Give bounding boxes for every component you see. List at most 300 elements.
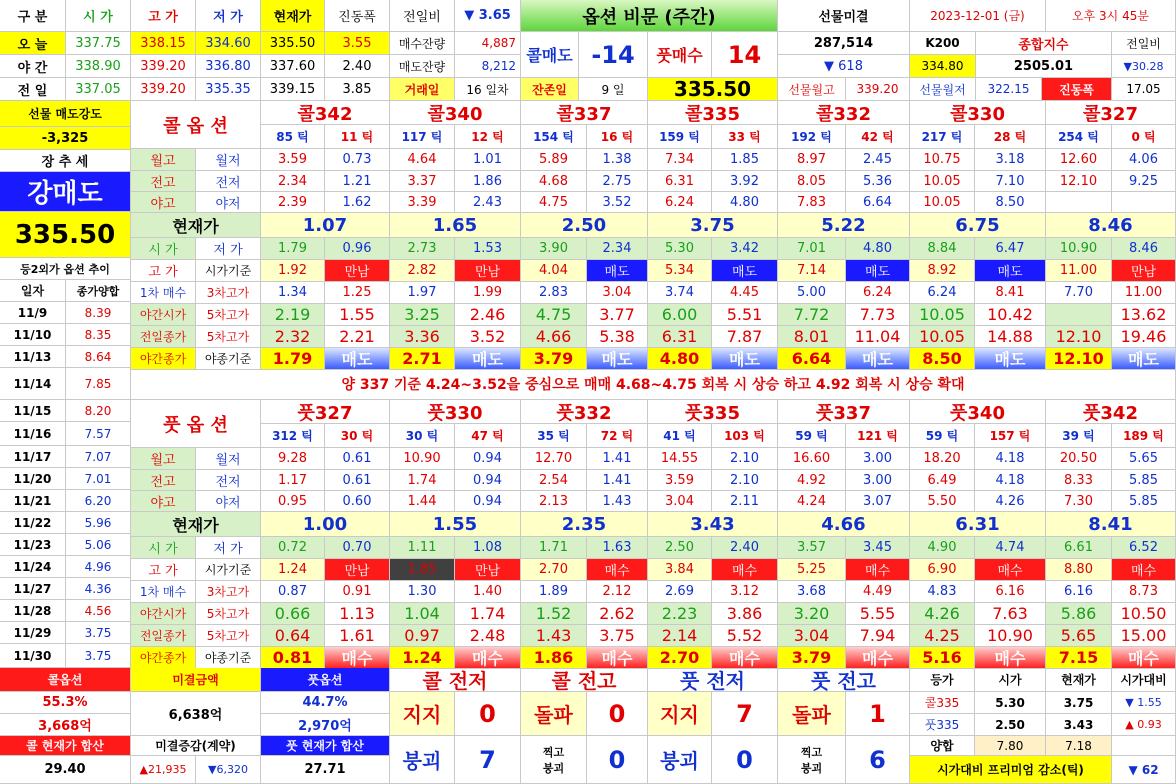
calls-high3[interactable]: 1.99 [455,282,521,304]
date-cell[interactable]: 11/28 [0,600,66,622]
puts-low[interactable]: 1.41 [587,448,648,470]
puts-prev-close[interactable]: 3.04 [778,625,846,647]
puts-label-pclose[interactable]: 전일종가 [131,625,196,647]
put-buy-value[interactable]: 14 [712,32,778,78]
puts-label-high[interactable]: 전고 [131,470,196,491]
calls-high[interactable]: 7.83 [778,192,846,213]
puts-high5[interactable]: 1.74 [455,603,521,625]
calls-buy1[interactable]: 1.34 [261,282,325,304]
fut-range-value[interactable]: 17.05 [1112,78,1176,101]
cmp-r1-diff[interactable]: ▼ 1.55 [1112,692,1176,714]
calls-prev-close2[interactable]: 11.04 [846,326,910,348]
calls-high[interactable]: 2.39 [261,192,325,213]
call-sell-label[interactable]: 콜매도 [521,32,579,78]
puts-high3[interactable]: 3.12 [712,581,778,603]
puts-high5[interactable]: 1.13 [325,603,390,625]
puts-signal1[interactable]: 매수 [975,559,1046,581]
puts-label-nclose[interactable]: 야간종가 [131,647,196,669]
puts-low[interactable]: 0.94 [455,448,521,470]
calls-high[interactable]: 10.05 [910,192,975,213]
level-value[interactable]: 0 [587,692,648,736]
composite-value[interactable]: 2505.01 [976,55,1112,78]
close-sum-cell[interactable]: 8.20 [66,400,131,422]
puts-label-high5b[interactable]: 5차고가 [196,625,261,647]
page-title[interactable]: 옵션 비문 (주간) [521,0,778,32]
buy-remain-label[interactable]: 매수잔량 [390,32,455,55]
cmp-h-cur[interactable]: 현재가 [1046,668,1112,692]
put-pct[interactable]: 44.7% [261,692,390,714]
calls-low[interactable]: 2.75 [587,171,648,192]
puts-label-siga[interactable]: 시 가 [131,537,196,559]
calls-night-siga[interactable]: 6.00 [648,304,712,326]
calls-low[interactable]: 1.38 [587,149,648,171]
level-value[interactable]: 7 [712,692,778,736]
calls-low[interactable]: 0.73 [325,149,390,171]
fut-row-current[interactable]: 337.60 [261,55,325,78]
calls-label-low[interactable]: 월저 [196,149,261,171]
header-date[interactable]: 2023-12-01 (금) [910,0,1046,32]
puts-night-siga[interactable]: 0.66 [261,603,325,625]
puts-low[interactable]: 1.41 [587,470,648,491]
sub-title[interactable]: 등2외가 옵션 추이 [0,258,131,280]
calls-high5[interactable]: 5.51 [712,304,778,326]
puts-goga[interactable]: 8.80 [1046,559,1112,581]
cmp-r2-diff[interactable]: ▲ 0.93 [1112,714,1176,736]
calls-low[interactable]: 7.10 [975,171,1046,192]
calls-label-nsiga[interactable]: 야간시가 [131,304,196,326]
composite-prev-label[interactable]: 전일비 [1112,32,1176,55]
puts-low[interactable]: 1.43 [587,491,648,512]
trend-label[interactable]: 장 추 세 [0,150,131,172]
puts-low[interactable]: 3.07 [846,491,910,512]
calls-signal2[interactable]: 매도 [455,348,521,370]
calls-high3[interactable]: 1.25 [325,282,390,304]
calls-signal1[interactable]: 매도 [712,260,778,282]
fut-month-high-label[interactable]: 선물월고 [778,78,846,101]
puts-high[interactable]: 12.70 [521,448,587,470]
cmp-r2-siga[interactable]: 2.50 [975,714,1046,736]
fut-row-siga[interactable]: 337.05 [66,78,131,101]
cmp-sum-cur[interactable]: 7.18 [1046,736,1112,756]
puts-high3[interactable]: 6.16 [975,581,1046,603]
calls-high[interactable]: 6.24 [648,192,712,213]
puts-low[interactable]: 4.18 [975,470,1046,491]
calls-goga[interactable]: 8.92 [910,260,975,282]
calls-low[interactable]: 3.18 [975,149,1046,171]
puts-siga[interactable]: 2.50 [648,537,712,559]
calls-strike-name[interactable]: 콜335 [648,101,778,125]
puts-prev-close2[interactable]: 15.00 [1112,625,1176,647]
puts-jeoga[interactable]: 3.45 [846,537,910,559]
calls-siga[interactable]: 10.90 [1046,238,1112,260]
header-goga[interactable]: 고 가 [131,0,196,32]
date-cell[interactable]: 11/9 [0,302,66,324]
puts-high[interactable]: 2.54 [521,470,587,491]
puts-low[interactable]: 0.61 [325,470,390,491]
fut-row-label[interactable]: 야 간 [0,55,66,78]
remain-day-value[interactable]: 9 일 [579,78,648,101]
cmp-r1-siga[interactable]: 5.30 [975,692,1046,714]
calls-jeoga[interactable]: 4.80 [846,238,910,260]
fut-month-high-value[interactable]: 339.20 [846,78,910,101]
calls-high5[interactable]: 3.77 [587,304,648,326]
puts-high5[interactable]: 7.63 [975,603,1046,625]
calls-tick1[interactable]: 159 틱 [648,125,712,149]
puts-high[interactable]: 4.24 [778,491,846,512]
puts-siga[interactable]: 0.72 [261,537,325,559]
fut-row-current[interactable]: 339.15 [261,78,325,101]
calls-high3[interactable]: 3.04 [587,282,648,304]
level-header-h2[interactable]: 콜 전고 [521,668,648,692]
cmp-h-siga[interactable]: 시가 [975,668,1046,692]
puts-high[interactable]: 3.04 [648,491,712,512]
buy-remain-value[interactable]: 4,887 [455,32,521,55]
calls-high5[interactable]: 7.73 [846,304,910,326]
call-sum-label[interactable]: 콜 현재가 합산 [0,736,131,756]
calls-label-siga[interactable]: 시 가 [131,238,196,260]
puts-night-close[interactable]: 1.24 [390,647,455,669]
puts-high5[interactable]: 3.86 [712,603,778,625]
puts-signal2[interactable]: 매수 [455,647,521,669]
call-pct[interactable]: 55.3% [0,692,131,714]
puts-prev-close[interactable]: 1.43 [521,625,587,647]
calls-prev-close[interactable]: 3.36 [390,326,455,348]
cmp-sum-empty[interactable] [1112,736,1176,756]
calls-label-low[interactable]: 야저 [196,192,261,213]
calls-low[interactable]: 1.01 [455,149,521,171]
put-sum-label[interactable]: 풋 현재가 합산 [261,736,390,756]
calls-label-low[interactable]: 전저 [196,171,261,192]
collapse-label[interactable]: 붕괴 [390,736,455,784]
calls-buy1[interactable]: 3.74 [648,282,712,304]
puts-goga[interactable]: 3.84 [648,559,712,581]
puts-low[interactable]: 5.85 [1112,470,1176,491]
calls-signal2[interactable]: 매도 [587,348,648,370]
puts-high[interactable]: 4.92 [778,470,846,491]
calls-low[interactable]: 6.64 [846,192,910,213]
strategy-note[interactable]: 양 337 기준 4.24~3.52을 중심으로 매매 4.68~4.75 회복 시 상승 하고 4.92 회복 시 상승 확대 [131,368,1176,400]
puts-high3[interactable]: 8.73 [1112,581,1176,603]
header-gubun[interactable]: 구 분 [0,0,66,32]
calls-strike-name[interactable]: 콜337 [521,101,648,125]
puts-jeoga[interactable]: 4.74 [975,537,1046,559]
calls-high[interactable]: 12.60 [1046,149,1112,171]
call-oi-label[interactable]: 콜옵션 [0,668,131,692]
puts-tick1[interactable]: 30 틱 [390,424,455,448]
calls-signal2[interactable]: 매도 [1112,348,1176,370]
date-cell[interactable]: 11/27 [0,578,66,600]
calls-tick1[interactable]: 117 틱 [390,125,455,149]
calls-goga[interactable]: 11.00 [1046,260,1112,282]
puts-current[interactable]: 8.41 [1046,512,1176,537]
oi-up[interactable]: ▲21,935 [131,756,196,784]
puts-tick1[interactable]: 59 틱 [910,424,975,448]
calls-goga[interactable]: 2.82 [390,260,455,282]
cmp-h-grade[interactable]: 등가 [910,668,975,692]
puts-low[interactable]: 2.10 [712,470,778,491]
date-cell[interactable]: 11/20 [0,468,66,490]
remain-day-label[interactable]: 잔존일 [521,78,579,101]
puts-prev-close[interactable]: 5.65 [1046,625,1112,647]
calls-prev-close2[interactable]: 14.88 [975,326,1046,348]
calls-tick2[interactable]: 0 틱 [1112,125,1176,149]
puts-prev-close[interactable]: 0.97 [390,625,455,647]
puts-signal1[interactable]: 만남 [325,559,390,581]
calls-night-close[interactable]: 4.80 [648,348,712,370]
trade-day-value[interactable]: 16 일차 [455,78,521,101]
level-label[interactable]: 지지 [648,692,712,736]
cmp-r1-name[interactable]: 콜335 [910,692,975,714]
calls-low[interactable]: 4.06 [1112,149,1176,171]
puts-label-nsiga[interactable]: 야간시가 [131,603,196,625]
header-fut-oi[interactable]: 선물미결 [778,0,910,32]
calls-current[interactable]: 1.65 [390,213,521,238]
trade-day-label[interactable]: 거래일 [390,78,455,101]
calls-low[interactable]: 1.86 [455,171,521,192]
call-amount[interactable]: 3,668억 [0,714,131,736]
puts-goga[interactable]: 6.90 [910,559,975,581]
calls-label-pclose[interactable]: 전일종가 [131,326,196,348]
calls-label-high5b[interactable]: 5차고가 [196,326,261,348]
puts-low[interactable]: 3.00 [846,448,910,470]
calls-jeoga[interactable]: 1.53 [455,238,521,260]
puts-high3[interactable]: 2.12 [587,581,648,603]
calls-high5[interactable]: 2.46 [455,304,521,326]
puts-label-jeoga[interactable]: 저 가 [196,537,261,559]
calls-current[interactable]: 5.22 [778,213,910,238]
puts-high[interactable]: 16.60 [778,448,846,470]
puts-prev-close2[interactable]: 10.90 [975,625,1046,647]
puts-night-close[interactable]: 5.16 [910,647,975,669]
puts-night-close[interactable]: 2.70 [648,647,712,669]
puts-signal2[interactable]: 매수 [1112,647,1176,669]
close-sum-cell[interactable]: 3.75 [66,644,131,668]
calls-label-nclose[interactable]: 야간종가 [131,348,196,370]
calls-high[interactable]: 10.05 [910,171,975,192]
puts-current[interactable]: 2.35 [521,512,648,537]
calls-label-high[interactable]: 월고 [131,149,196,171]
cmp-r2-cur[interactable]: 3.43 [1046,714,1112,736]
calls-signal1[interactable]: 만남 [455,260,521,282]
fut-row-range[interactable]: 2.40 [325,55,390,78]
puts-tick1[interactable]: 59 틱 [778,424,846,448]
strength-label[interactable]: 선물 매도강도 [0,101,131,127]
puts-siga[interactable]: 1.71 [521,537,587,559]
calls-current[interactable]: 3.75 [648,213,778,238]
calls-high[interactable]: 12.10 [1046,171,1112,192]
date-cell[interactable]: 11/17 [0,446,66,468]
puts-current[interactable]: 4.66 [778,512,910,537]
puts-jeoga[interactable]: 1.08 [455,537,521,559]
calls-prev-close2[interactable]: 19.46 [1112,326,1176,348]
calls-high[interactable]: 10.75 [910,149,975,171]
calls-tick1[interactable]: 217 틱 [910,125,975,149]
puts-buy1[interactable]: 1.89 [521,581,587,603]
puts-night-siga[interactable]: 1.04 [390,603,455,625]
calls-signal1[interactable]: 매도 [846,260,910,282]
calls-jeoga[interactable]: 3.42 [712,238,778,260]
puts-jeoga[interactable]: 6.52 [1112,537,1176,559]
call-sum[interactable]: 29.40 [0,756,131,784]
calls-signal2[interactable]: 매도 [712,348,778,370]
calls-prev-close2[interactable]: 2.21 [325,326,390,348]
fut-row-siga[interactable]: 338.90 [66,55,131,78]
puts-siga[interactable]: 4.90 [910,537,975,559]
calls-strike-name[interactable]: 콜342 [261,101,390,125]
puts-high[interactable]: 6.49 [910,470,975,491]
puts-label-buy1[interactable]: 1차 매수 [131,581,196,603]
date-cell[interactable]: 11/23 [0,534,66,556]
oi-down[interactable]: ▼6,320 [196,756,261,784]
close-sum-cell[interactable]: 7.01 [66,468,131,490]
puts-strike-name[interactable]: 풋335 [648,400,778,424]
puts-high[interactable]: 2.13 [521,491,587,512]
date-cell[interactable]: 11/16 [0,422,66,446]
puts-high[interactable]: 1.74 [390,470,455,491]
puts-night-close[interactable]: 0.81 [261,647,325,669]
level-label[interactable]: 지지 [390,692,455,736]
puts-tick2[interactable]: 157 틱 [975,424,1046,448]
puts-signal2[interactable]: 매수 [712,647,778,669]
calls-siga[interactable]: 1.79 [261,238,325,260]
puts-low[interactable]: 0.94 [455,470,521,491]
puts-section-label[interactable]: 풋 옵 션 [131,400,261,448]
calls-siga[interactable]: 8.84 [910,238,975,260]
bias-current[interactable]: 335.50 [648,78,778,101]
calls-high3[interactable]: 6.24 [846,282,910,304]
puts-signal2[interactable]: 매수 [325,647,390,669]
level-value[interactable]: 0 [455,692,521,736]
calls-current[interactable]: 1.07 [261,213,390,238]
puts-low[interactable]: 5.65 [1112,448,1176,470]
puts-label-high3[interactable]: 3차고가 [196,581,261,603]
puts-siga[interactable]: 3.57 [778,537,846,559]
puts-high[interactable]: 8.33 [1046,470,1112,491]
puts-signal1[interactable]: 매수 [587,559,648,581]
calls-low[interactable]: 3.52 [587,192,648,213]
header-current[interactable]: 현재가 [261,0,325,32]
puts-signal1[interactable]: 만남 [455,559,521,581]
strength-value[interactable]: -3,325 [0,127,131,150]
sell-remain-label[interactable]: 매도잔량 [390,55,455,78]
puts-tick2[interactable]: 103 틱 [712,424,778,448]
header-prev-ratio-value[interactable]: ▼ 3.65 [455,0,521,32]
puts-current[interactable]: 3.43 [648,512,778,537]
calls-high[interactable]: 3.37 [390,171,455,192]
puts-night-close[interactable]: 1.86 [521,647,587,669]
puts-tick2[interactable]: 30 틱 [325,424,390,448]
puts-tick1[interactable]: 39 틱 [1046,424,1112,448]
puts-low[interactable]: 2.10 [712,448,778,470]
touch-collapse-label[interactable] [521,736,587,784]
date-cell[interactable]: 11/24 [0,556,66,578]
put-oi-label[interactable]: 풋옵션 [261,668,390,692]
calls-high[interactable]: 7.34 [648,149,712,171]
calls-low[interactable] [1112,192,1176,213]
puts-prev-close[interactable]: 4.25 [910,625,975,647]
collapse-label[interactable]: 붕괴 [648,736,712,784]
puts-prev-close[interactable]: 2.14 [648,625,712,647]
calls-label-base[interactable]: 시가기준 [196,260,261,282]
put-sum[interactable]: 27.71 [261,756,390,784]
calls-siga[interactable]: 7.01 [778,238,846,260]
puts-night-close[interactable]: 3.79 [778,647,846,669]
calls-night-siga[interactable]: 4.75 [521,304,587,326]
date-header[interactable]: 일자 [0,280,66,302]
calls-label-high5[interactable]: 5차고가 [196,304,261,326]
puts-buy1[interactable]: 6.16 [1046,581,1112,603]
calls-current[interactable]: 8.46 [1046,213,1176,238]
calls-night-siga[interactable]: 10.05 [910,304,975,326]
calls-tick1[interactable]: 192 틱 [778,125,846,149]
puts-label-low[interactable]: 전저 [196,470,261,491]
calls-night-close[interactable]: 12.10 [1046,348,1112,370]
calls-night-siga[interactable]: 3.25 [390,304,455,326]
puts-current[interactable]: 6.31 [910,512,1046,537]
header-jeoga[interactable]: 저 가 [196,0,261,32]
puts-high[interactable]: 10.90 [390,448,455,470]
calls-night-siga[interactable]: 7.72 [778,304,846,326]
puts-low[interactable]: 4.26 [975,491,1046,512]
level-label[interactable]: 돌파 [521,692,587,736]
calls-high[interactable]: 4.64 [390,149,455,171]
calls-night-close[interactable]: 3.79 [521,348,587,370]
calls-strike-name[interactable]: 콜332 [778,101,910,125]
close-sum-cell[interactable]: 5.96 [66,512,131,534]
puts-strike-name[interactable]: 풋337 [778,400,910,424]
puts-strike-name[interactable]: 풋332 [521,400,648,424]
puts-label-base[interactable]: 시가기준 [196,559,261,581]
calls-signal2[interactable]: 매도 [325,348,390,370]
calls-signal2[interactable]: 매도 [975,348,1046,370]
fut-month-low-label[interactable]: 선물월저 [910,78,976,101]
calls-goga[interactable]: 5.34 [648,260,712,282]
calls-prev-close2[interactable]: 5.38 [587,326,648,348]
calls-buy1[interactable]: 5.00 [778,282,846,304]
calls-label-high[interactable]: 야고 [131,192,196,213]
put-buy-label[interactable]: 풋매수 [648,32,712,78]
puts-night-close[interactable]: 7.15 [1046,647,1112,669]
puts-high3[interactable]: 4.49 [846,581,910,603]
header-siga[interactable]: 시 가 [66,0,131,32]
close-sum-cell[interactable]: 8.39 [66,302,131,324]
puts-label-high5[interactable]: 5차고가 [196,603,261,625]
touch-collapse-label[interactable] [778,736,846,784]
calls-prev-close[interactable]: 6.31 [648,326,712,348]
close-sum-cell[interactable]: 4.56 [66,600,131,622]
puts-signal1[interactable]: 매수 [846,559,910,581]
calls-tick2[interactable]: 11 틱 [325,125,390,149]
calls-label-high[interactable]: 전고 [131,171,196,192]
calls-night-close[interactable]: 8.50 [910,348,975,370]
puts-night-siga[interactable]: 4.26 [910,603,975,625]
calls-strike-name[interactable]: 콜340 [390,101,521,125]
puts-label-low[interactable]: 월저 [196,448,261,470]
calls-jeoga[interactable]: 2.34 [587,238,648,260]
puts-low[interactable]: 0.61 [325,448,390,470]
puts-low[interactable]: 4.18 [975,448,1046,470]
k200-label[interactable]: K200 [910,32,976,55]
calls-label-jeoga[interactable]: 저 가 [196,238,261,260]
level-label[interactable]: 돌파 [778,692,846,736]
trend-value[interactable]: 강매도 [0,172,131,212]
puts-night-siga[interactable]: 3.20 [778,603,846,625]
calls-label-high3[interactable]: 3차고가 [196,282,261,304]
fut-row-goga[interactable]: 339.20 [131,78,196,101]
calls-current[interactable]: 2.50 [521,213,648,238]
puts-prev-close2[interactable]: 2.48 [455,625,521,647]
puts-signal1[interactable]: 매수 [712,559,778,581]
